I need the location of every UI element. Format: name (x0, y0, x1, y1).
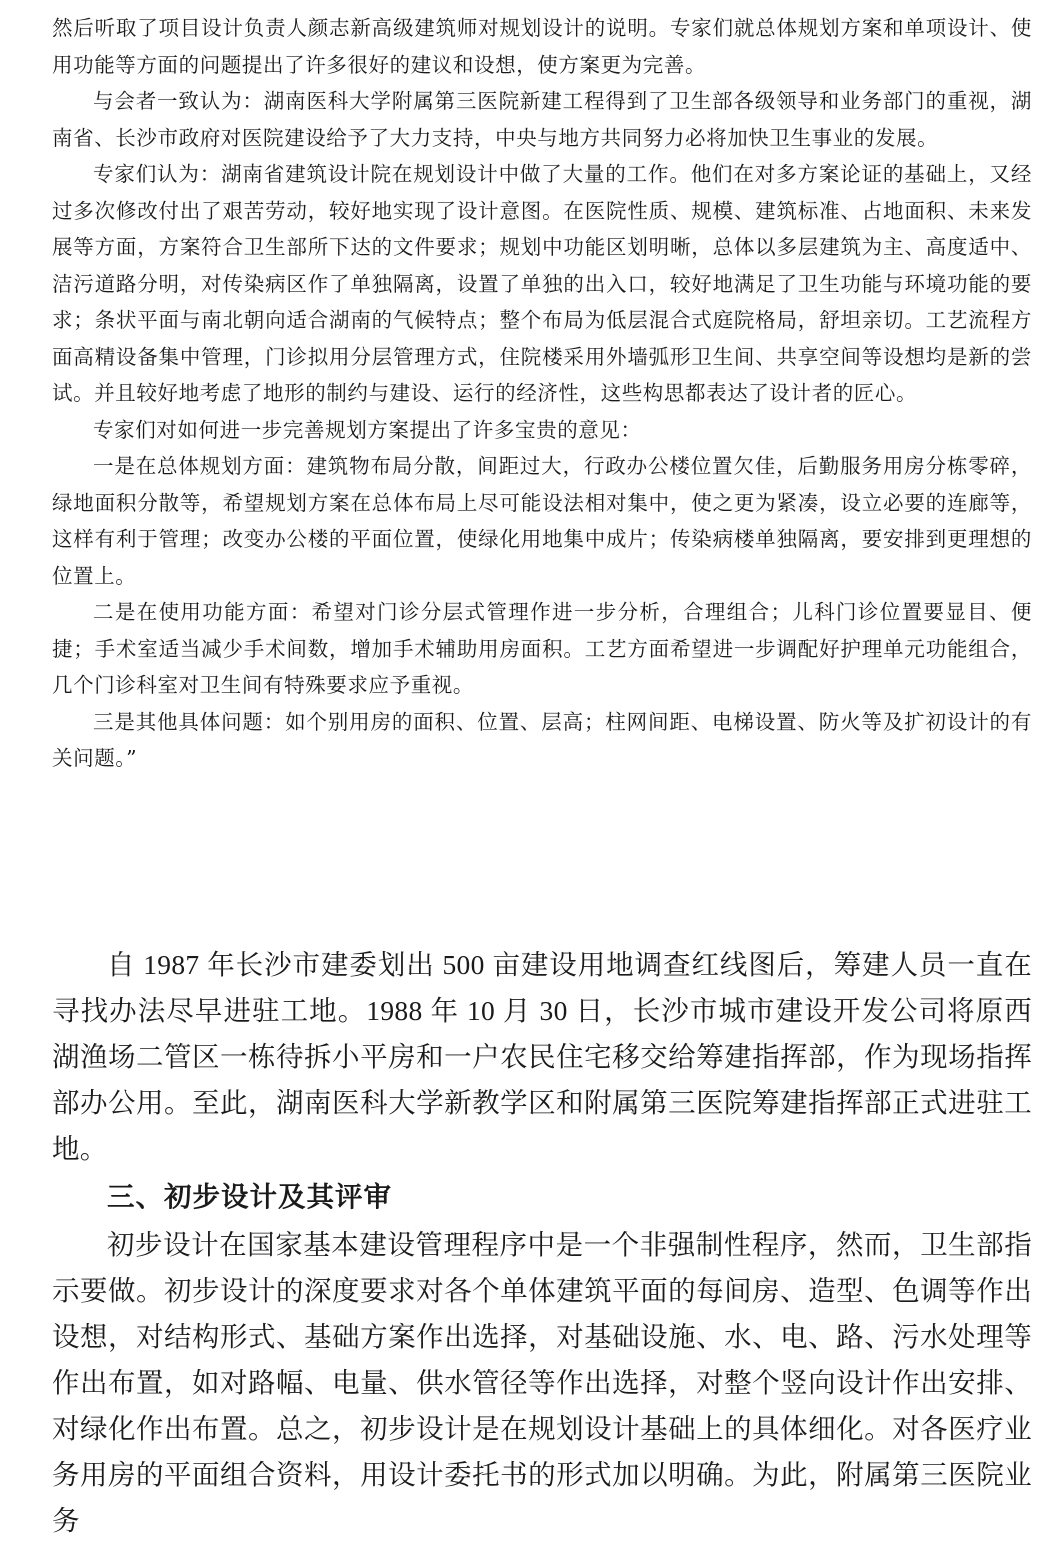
quote-paragraph: 二是在使用功能方面：希望对门诊分层式管理作进一步分析，合理组合；儿科门诊位置要显目、便捷；手术室适当减少手术间数，增加手术辅助用房面积。工艺方面希望进一步调配好护理单元功能组合，几个门诊科室对卫生间有特殊要求应予重视。 (52, 600, 1032, 697)
document-page (52, 0, 1032, 1536)
quote-paragraph: 专家们对如何进一步完善规划方案提出了许多宝贵的意见： (93, 417, 642, 442)
body-paragraph: 自 1987 年长沙市建委划出 500 亩建设用地调查红线图后，筹建人员一直在寻找办法尽早进驻工地。1988 年 10 月 30 日，长沙市城市建设开发公司将原西湖渔场二管区一栋待拆小平房和一户农民住宅移交给筹建指挥部，作为现场指挥部办公用。至此，湖南医科大学新教学区和附属第三医院筹建指挥部正式进驻工地。 (52, 949, 1032, 1164)
section-heading: 三、初步设计及其评审 (107, 1181, 392, 1213)
quote-paragraph: 专家们认为：湖南省建筑设计院在规划设计中做了大量的工作。他们在对多方案论证的基础上，又经过多次修改付出了艰苦劳动，较好地实现了设计意图。在医院性质、规模、建筑标准、占地面积、未来发展等方面，方案符合卫生部所下达的文件要求；规划中功能区划明晰，总体以多层建筑为主、高度适中、洁污道路分明，对传染病区作了单独隔离，设置了单独的出入口，较好地满足了卫生功能与环境功能的要求；条状平面与南北朝向适合湖南的气候特点；整个布局为低层混合式庭院格局，舒坦亲切。工艺流程方面高精设备集中管理，门诊拟用分层管理方式，住院楼采用外墙弧形卫生间、共享空间等设想均是新的尝试。并且较好地考虑了地形的制约与建设、运行的经济性，这些构思都表达了设计者的匠心。 (52, 162, 1032, 405)
quote-paragraph: 与会者一致认为：湖南医科大学附属第三医院新建工程得到了卫生部各级领导和业务部门的重视，湖南省、长沙市政府对医院建设给予了大力支持，中央与地方共同努力必将加快卫生事业的发展。 (52, 89, 1032, 150)
body-paragraph: 初步设计在国家基本建设管理程序中是一个非强制性程序，然而，卫生部指示要做。初步设计的深度要求对各个单体建筑平面的每间房、造型、色调等作出设想，对结构形式、基础方案作出选择，对基础设施、水、电、路、污水处理等作出布置，如对路幅、电量、供水管径等作出选择，对整个竖向设计作出安排、对绿化作出布置。总之，初步设计是在规划设计基础上的具体细化。对各医疗业务用房的平面组合资料，用设计委托书的形式加以明确。为此，附属第三医院业务 (52, 1229, 1032, 1536)
quote-paragraph: 一是在总体规划方面：建筑物布局分散，间距过大，行政办公楼位置欠佳，后勤服务用房分栋零碎，绿地面积分散等，希望规划方案在总体布局上尽可能设法相对集中，使之更为紧凑，设立必要的连廊等，这样有利于管理；改变办公楼的平面位置，使绿化用地集中成片；传染病楼单独隔离，要安排到更理想的位置上。 (52, 454, 1032, 588)
quote-paragraph: 然后听取了项目设计负责人颜志新高级建筑师对规划设计的说明。专家们就总体规划方案和单项设计、使用功能等方面的问题提出了许多很好的建议和设想，使方案更为完善。 (52, 16, 1032, 77)
quote-paragraph: 三是其他具体问题：如个别用房的面积、位置、层高；柱网间距、电梯设置、防火等及扩初设计的有关问题。” (52, 709, 1032, 770)
quoted-meeting-summary (52, 10, 1032, 777)
main-text (52, 942, 1032, 1544)
